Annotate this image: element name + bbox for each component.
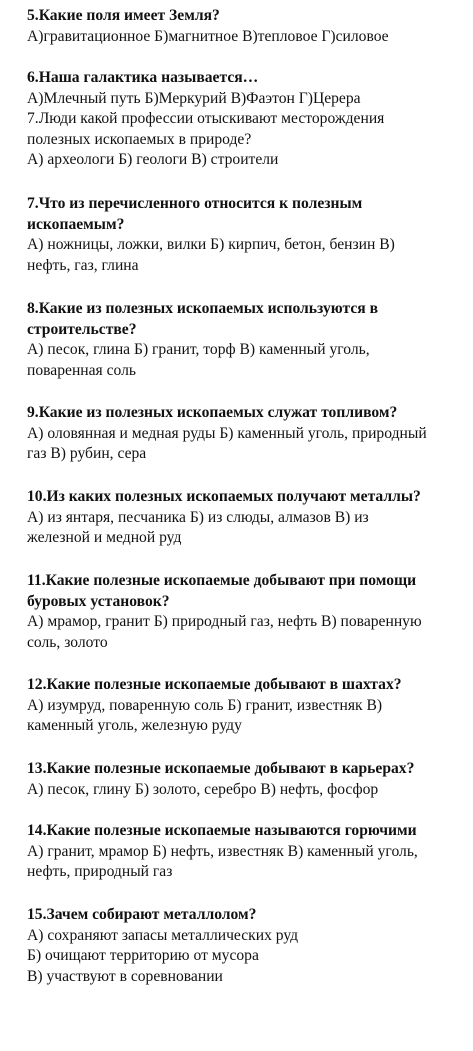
question-text: 11.Какие полезные ископаемые добывают при помощи <box>27 572 417 589</box>
question-text: 10.Из каких полезных ископаемых получают металлы? <box>27 488 421 505</box>
question-text: 7.Что из перечисленного относится к полезным <box>27 195 363 212</box>
question-block-7 <box>27 194 473 276</box>
question-block-15 <box>27 905 473 987</box>
question-block-11 <box>27 571 473 653</box>
question-text: ископаемым? <box>27 215 125 233</box>
question-text: 6.Наша галактика называется… <box>27 69 259 86</box>
question-block-5 <box>27 6 473 47</box>
answer-line: нефть, природный газ <box>27 863 173 881</box>
answer-line: А) оловянная и медная руды Б) каменный уголь, природный <box>27 424 427 442</box>
answer-line: А) мрамор, гранит Б) природный газ, нефть В) поваренную <box>27 613 422 631</box>
answer-line: А) ножницы, ложки, вилки Б) кирпич, бетон, бензин В) <box>27 236 395 254</box>
question-text: 13.Какие полезные ископаемые добывают в карьерах? <box>27 760 415 777</box>
answer-line: А) изумруд, поваренную соль Б) гранит, известняк В) <box>27 696 383 714</box>
question-text: 15.Зачем собирают металлолом? <box>27 906 257 923</box>
answer-line: 7.Люди какой профессии отыскивают месторождения <box>27 110 385 128</box>
answer-line: А) гранит, мрамор Б) нефть, известняк В) каменный уголь, <box>27 842 418 860</box>
answer-line: А) из янтаря, песчаника Б) из слюды, алмазов В) из <box>27 508 369 526</box>
answer-line: А) археологи Б) геологи В) строители <box>27 151 279 169</box>
question-text: буровых установок? <box>27 592 170 610</box>
question-text: строительстве? <box>27 320 137 338</box>
answer-line: нефть, газ, глина <box>27 256 139 274</box>
question-block-6 <box>27 68 473 171</box>
question-block-8 <box>27 299 473 381</box>
question-block-12 <box>27 675 473 737</box>
answer-line: Б) очищают территорию от мусора <box>27 947 259 965</box>
answer-line: поваренная соль <box>27 361 137 379</box>
question-text: 8.Какие из полезных ископаемых используются в <box>27 300 379 317</box>
answer-line: полезных ископаемых в природе? <box>27 130 252 148</box>
answer-line: В) участвуют в соревновании <box>27 967 223 985</box>
answer-line: А) песок, глину Б) золото, серебро В) нефть, фосфор <box>27 780 379 798</box>
question-text: 12.Какие полезные ископаемые добывают в шахтах? <box>27 676 402 693</box>
answer-line: железной и медной руд <box>27 529 182 547</box>
question-text: 14.Какие полезные ископаемые называются горючими <box>27 822 417 839</box>
question-text: 5.Какие поля имеет Земля? <box>27 7 220 24</box>
question-block-14 <box>27 821 473 883</box>
answer-line: А) сохраняют запасы металлических руд <box>27 926 299 944</box>
answer-line: А)Млечный путь Б)Меркурий В)Фаэтон Г)Церера <box>27 89 361 107</box>
answer-line: А) песок, глина Б) гранит, торф В) каменный уголь, <box>27 341 370 359</box>
question-block-9 <box>27 403 473 465</box>
question-block-10 <box>27 487 473 549</box>
answer-line: каменный уголь, железную руду <box>27 717 242 735</box>
answer-line: соль, золото <box>27 633 108 651</box>
answer-line: газ В) рубин, сера <box>27 445 147 463</box>
question-block-13 <box>27 759 473 800</box>
question-text: 9.Какие из полезных ископаемых служат топливом? <box>27 404 398 421</box>
answer-line: А)гравитационное Б)магнитное В)тепловое Г)силовое <box>27 27 389 45</box>
